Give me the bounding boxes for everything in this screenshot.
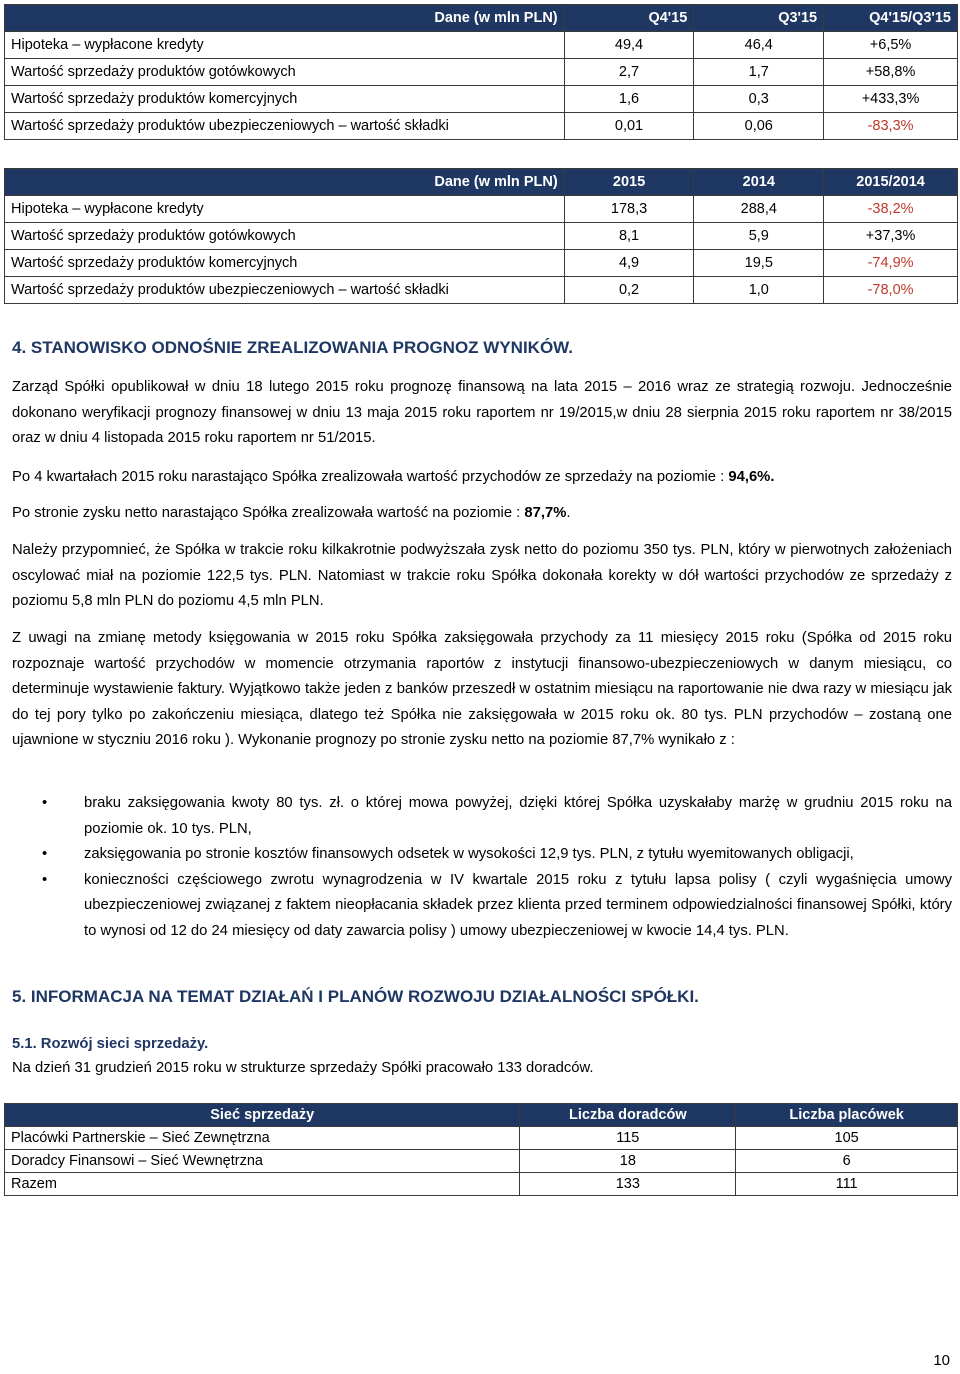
table-header: Liczba doradców	[520, 1104, 736, 1127]
yearly-table	[4, 168, 958, 304]
list-item	[12, 868, 952, 945]
list-item-text: braku zaksięgowania kwoty 80 tys. zł. o której mowa powyżej, dzięki której Spółka uzyskałaby marżę w grudniu 2015 roku na poziomie ok. 10 tys. PLN,	[84, 795, 952, 837]
table-row	[5, 277, 958, 304]
table-cell: 105	[736, 1127, 958, 1150]
table-row	[5, 86, 958, 113]
table-cell: Wartość sprzedaży produktów komercyjnych	[5, 86, 565, 113]
table-header-row	[5, 169, 958, 196]
table-cell: Razem	[5, 1173, 520, 1196]
section-5-title: 5. INFORMACJA NA TEMAT DZIAŁAŃ I PLANÓW ROZWOJU DZIAŁALNOŚCI SPÓŁKI.	[12, 987, 699, 1006]
table-cell: 0,06	[694, 113, 824, 140]
table-row	[5, 113, 958, 140]
table-cell: 1,0	[694, 277, 824, 304]
table-cell: -74,9%	[824, 250, 958, 277]
table-cell: -78,0%	[824, 277, 958, 304]
revenue-percent: 94,6%.	[728, 469, 775, 485]
table-header: 2014	[694, 169, 824, 196]
table-cell: 8,1	[564, 223, 694, 250]
table-cell: 46,4	[694, 32, 824, 59]
bullet-icon: •	[42, 871, 48, 888]
table-cell: 19,5	[694, 250, 824, 277]
table-header: 2015/2014	[824, 169, 958, 196]
table-header: Q4'15	[564, 5, 694, 32]
table-cell: 1,6	[564, 86, 694, 113]
table-header: Sieć sprzedaży	[5, 1104, 520, 1127]
table-cell: 0,2	[564, 277, 694, 304]
subsection-title: 5.1. Rozwój sieci sprzedaży.	[12, 1036, 209, 1052]
table-row	[5, 1127, 958, 1150]
table-header-row	[5, 1104, 958, 1127]
paragraph-revenue-realization	[12, 465, 952, 491]
table-header: 2015	[564, 169, 694, 196]
table-cell: 4,9	[564, 250, 694, 277]
table-cell: 288,4	[694, 196, 824, 223]
table-header: Q4'15/Q3'15	[824, 5, 958, 32]
bullet-icon: •	[42, 846, 48, 863]
table-cell: -83,3%	[824, 113, 958, 140]
list-item-text: konieczności częściowego zwrotu wynagrodzenia w IV kwartale 2015 roku z tytułu lapsa polisy ( czyli wygaśnięcia umowy ubezpieczeniowej związanej z faktem nieopłacania składek przez klienta przed terminem odpowiedzialności finansowej Spółki, który to wynosi od 12 do 24 miesięcy od daty zawarcia polisy ) umowy ubezpieczeniowej w kwocie 14,4 tys. PLN.	[84, 871, 952, 939]
table-cell: 1,7	[694, 59, 824, 86]
table-cell: +433,3%	[824, 86, 958, 113]
table-cell: 111	[736, 1173, 958, 1196]
table-cell: 18	[520, 1150, 736, 1173]
list-item	[12, 842, 952, 868]
section-4-title: 4. STANOWISKO ODNOŚNIE ZREALIZOWANIA PROGNOZ WYNIKÓW.	[12, 338, 573, 357]
table-cell: Hipoteka – wypłacone kredyty	[5, 196, 565, 223]
quarterly-table	[4, 4, 958, 140]
list-item-text: zaksięgowania po stronie kosztów finansowych odsetek w wysokości 12,9 tys. PLN, z tytułu wyemitowanych obligacji,	[84, 846, 854, 863]
profit-percent: 87,7%	[524, 505, 567, 521]
table-cell: Doradcy Finansowi – Sieć Wewnętrzna	[5, 1150, 520, 1173]
table-cell: 2,7	[564, 59, 694, 86]
sales-network-table	[4, 1103, 958, 1196]
table-header: Liczba placówek	[736, 1104, 958, 1127]
table-cell: 5,9	[694, 223, 824, 250]
table-cell: 133	[520, 1173, 736, 1196]
table-cell: Placówki Partnerskie – Sieć Zewnętrzna	[5, 1127, 520, 1150]
table-cell: Wartość sprzedaży produktów gotówkowych	[5, 59, 565, 86]
page-number: 10	[933, 1352, 950, 1369]
table-cell: Wartość sprzedaży produktów ubezpieczeniowych – wartość składki	[5, 113, 565, 140]
table-cell: +58,8%	[824, 59, 958, 86]
list-item	[12, 791, 952, 842]
table-header: Dane (w mln PLN)	[5, 169, 565, 196]
table-cell: +37,3%	[824, 223, 958, 250]
table-row	[5, 32, 958, 59]
table-cell: -38,2%	[824, 196, 958, 223]
table-cell: Wartość sprzedaży produktów komercyjnych	[5, 250, 565, 277]
paragraph-text: Po 4 kwartałach 2015 roku narastająco Spółka zrealizowała wartość przychodów ze sprzedaży na poziomie :	[12, 469, 729, 485]
table-row	[5, 223, 958, 250]
table-cell: 49,4	[564, 32, 694, 59]
paragraph-profit-history: Należy przypomnieć, że Spółka w trakcie roku kilkakrotnie podwyższała zysk netto do poziomu 350 tys. PLN, który w pierwotnych założeniach oscylować miał na poziomie 122,5 tys. PLN. Natomiast w trakcie roku Spółka dokonała korekty w dół wartości przychodów ze sprzedaży z poziomu 5,8 mln PLN do poziomu 4,5 mln PLN.	[12, 542, 952, 610]
table-cell: 178,3	[564, 196, 694, 223]
table-header: Q3'15	[694, 5, 824, 32]
paragraph-text: Po stronie zysku netto narastająco Spółka zrealizowała wartość na poziomie :	[12, 505, 525, 521]
paragraph-end: .	[566, 505, 571, 521]
table-header-row	[5, 5, 958, 32]
table-cell: +6,5%	[824, 32, 958, 59]
table-cell: 115	[520, 1127, 736, 1150]
table-row	[5, 196, 958, 223]
table-row	[5, 59, 958, 86]
paragraph-profit-realization	[12, 501, 952, 527]
table-cell: 0,01	[564, 113, 694, 140]
paragraph-accounting-change: Z uwagi na zmianę metody księgowania w 2015 roku Spółka zaksięgowała przychody za 11 miesięcy 2015 roku (Spółka od 2015 roku rozpoznaje wartość przychodów w momencie otrzymania raportów z instytucji finansowo-ubezpieczeniowych w danym miesiącu, co determinuje wystawienie faktury. Wyjątkowo także jeden z banków przeszedł w ostatnim miesiącu na raportowanie nie dwa razy w miesiącu jak do tej pory tylko po zakończeniu miesiąca, dlatego też Spółka nie zaksięgowała w 2015 roku ok. 80 tys. PLN przychodów – zostaną one ujawnione w styczniu 2016 roku ). Wykonanie prognozy po stronie zysku netto na poziomie 87,7% wynikało z :	[12, 630, 952, 749]
reasons-list	[12, 791, 952, 945]
table-cell: Wartość sprzedaży produktów ubezpieczeniowych – wartość składki	[5, 277, 565, 304]
table-row	[5, 1173, 958, 1196]
table-cell: 0,3	[694, 86, 824, 113]
table-cell: Hipoteka – wypłacone kredyty	[5, 32, 565, 59]
table-row	[5, 1150, 958, 1173]
bullet-icon: •	[42, 795, 48, 811]
table-row	[5, 250, 958, 277]
table-cell: 6	[736, 1150, 958, 1173]
subsection-text: Na dzień 31 grudzień 2015 roku w strukturze sprzedaży Spółki pracowało 133 doradców.	[12, 1060, 594, 1076]
table-header: Dane (w mln PLN)	[5, 5, 565, 32]
table-cell: Wartość sprzedaży produktów gotówkowych	[5, 223, 565, 250]
paragraph-forecast-publication: Zarząd Spółki opublikował w dniu 18 lutego 2015 roku prognozę finansową na lata 2015 – 2016 wraz ze strategią rozwoju. Jednocześnie dokonano weryfikacji prognozy finansowej w dniu 13 maja 2015 roku raportem nr 19/2015,w dniu 28 sierpnia 2015 roku raportem nr 38/2015 oraz w dniu 4 listopada 2015 roku raportem nr 51/2015.	[12, 379, 952, 447]
